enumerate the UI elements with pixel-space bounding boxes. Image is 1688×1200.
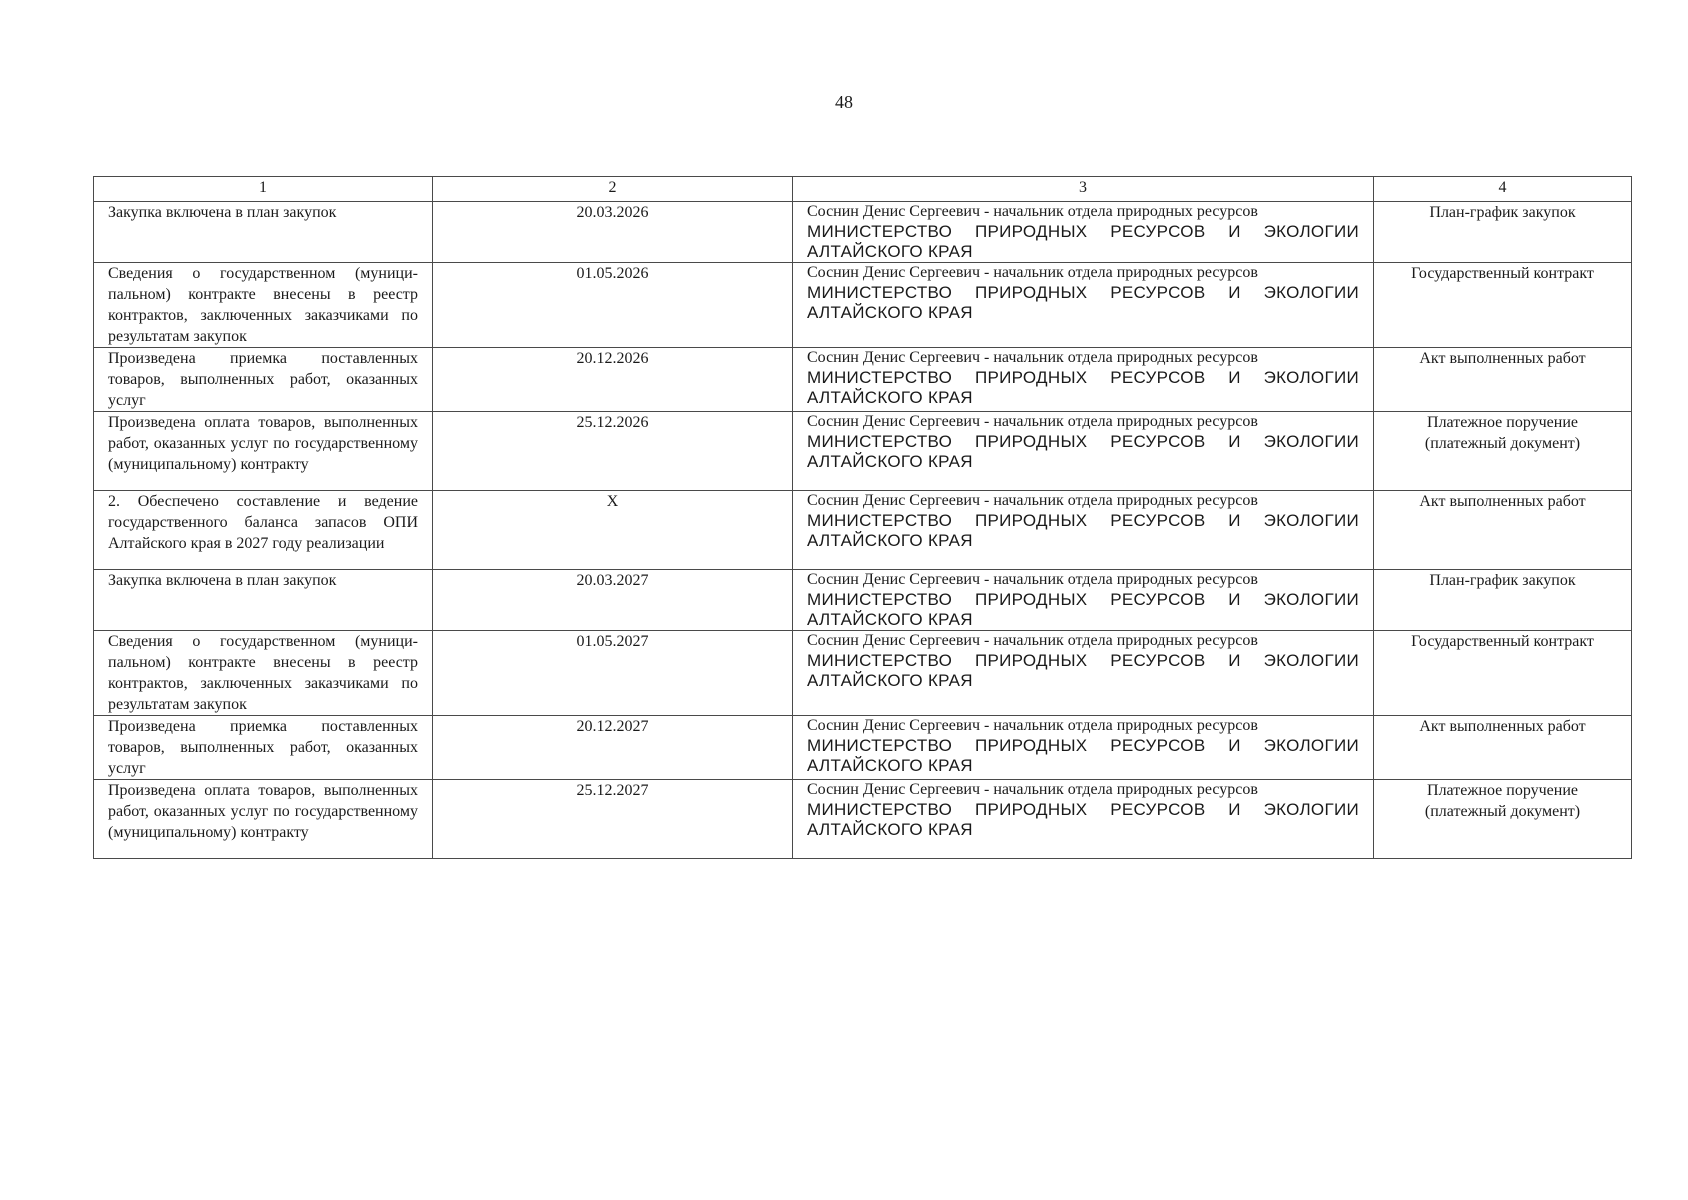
date-cell: 20.12.2026: [433, 348, 793, 412]
responsible-cell: [793, 570, 1374, 631]
responsible-name: Соснин Денис Сергеевич - начальник отдела природных ресурсов: [807, 571, 1258, 588]
event-cell: 2. Обеспечено составление и ведение государственного баланса запасов ОПИ Алтайского края в 2027 году реализации: [94, 491, 433, 570]
responsible-cell: [793, 412, 1374, 491]
event-cell: Закупка включена в план закупок: [94, 202, 433, 263]
responsible-org: МИНИСТЕРСТВО ПРИРОДНЫХ РЕСУРСОВ И ЭКОЛОГИИ АЛТАЙСКОГО КРАЯ: [807, 222, 1359, 261]
column-header-2: 2: [433, 177, 793, 202]
document-cell: Акт выполненных работ: [1374, 348, 1632, 412]
event-cell: Произведена оплата товаров, выполненных работ, оказанных услуг по государственному (муниципальному) контракту: [94, 780, 433, 859]
date-cell: 25.12.2027: [433, 780, 793, 859]
column-header-4: 4: [1374, 177, 1632, 202]
responsible-org: МИНИСТЕРСТВО ПРИРОДНЫХ РЕСУРСОВ И ЭКОЛОГИИ АЛТАЙСКОГО КРАЯ: [807, 368, 1359, 407]
event-cell: Произведена приемка поставленных товаров, выполненных работ, оказанных услуг: [94, 716, 433, 780]
responsible-name: Соснин Денис Сергеевич - начальник отдела природных ресурсов: [807, 492, 1258, 509]
event-cell: Сведения о государственном (муниципальном) контракте внесены в реестр контрактов, заключенных заказчиками по результатам закупок: [94, 263, 433, 348]
table-row: [94, 491, 1632, 570]
responsible-org: МИНИСТЕРСТВО ПРИРОДНЫХ РЕСУРСОВ И ЭКОЛОГИИ АЛТАЙСКОГО КРАЯ: [807, 800, 1359, 839]
table-row: [94, 631, 1632, 716]
table-row: [94, 348, 1632, 412]
responsible-cell: [793, 631, 1374, 716]
table-row: [94, 202, 1632, 263]
responsible-name: Соснин Денис Сергеевич - начальник отдела природных ресурсов: [807, 203, 1258, 220]
document-cell: Акт выполненных работ: [1374, 491, 1632, 570]
table-row: [94, 716, 1632, 780]
responsible-name: Соснин Денис Сергеевич - начальник отдела природных ресурсов: [807, 349, 1258, 366]
responsible-cell: [793, 716, 1374, 780]
table-header-row: [94, 177, 1632, 202]
date-cell: X: [433, 491, 793, 570]
responsible-cell: [793, 348, 1374, 412]
column-header-3: 3: [793, 177, 1374, 202]
date-cell: 01.05.2027: [433, 631, 793, 716]
responsible-org: МИНИСТЕРСТВО ПРИРОДНЫХ РЕСУРСОВ И ЭКОЛОГИИ АЛТАЙСКОГО КРАЯ: [807, 590, 1359, 629]
responsible-org: МИНИСТЕРСТВО ПРИРОДНЫХ РЕСУРСОВ И ЭКОЛОГИИ АЛТАЙСКОГО КРАЯ: [807, 283, 1359, 322]
document-cell: План-график закупок: [1374, 202, 1632, 263]
responsible-name: Соснин Денис Сергеевич - начальник отдела природных ресурсов: [807, 264, 1258, 281]
document-cell: План-график закупок: [1374, 570, 1632, 631]
column-header-1: 1: [94, 177, 433, 202]
responsible-name: Соснин Денис Сергеевич - начальник отдела природных ресурсов: [807, 717, 1258, 734]
date-cell: 20.12.2027: [433, 716, 793, 780]
responsible-org: МИНИСТЕРСТВО ПРИРОДНЫХ РЕСУРСОВ И ЭКОЛОГИИ АЛТАЙСКОГО КРАЯ: [807, 511, 1359, 550]
table-row: [94, 780, 1632, 859]
event-cell: Произведена приемка поставленных товаров, выполненных работ, оказанных услуг: [94, 348, 433, 412]
table-row: [94, 570, 1632, 631]
page-number: 48: [835, 92, 853, 112]
document-cell: Платежное поручение (платежный документ): [1374, 412, 1632, 491]
responsible-name: Соснин Денис Сергеевич - начальник отдела природных ресурсов: [807, 781, 1258, 798]
document-cell: Государственный контракт: [1374, 263, 1632, 348]
events-table: [93, 176, 1632, 859]
responsible-cell: [793, 780, 1374, 859]
date-cell: 25.12.2026: [433, 412, 793, 491]
responsible-name: Соснин Денис Сергеевич - начальник отдела природных ресурсов: [807, 632, 1258, 649]
event-cell: Произведена оплата товаров, выполненных работ, оказанных услуг по государственному (муниципальному) контракту: [94, 412, 433, 491]
responsible-org: МИНИСТЕРСТВО ПРИРОДНЫХ РЕСУРСОВ И ЭКОЛОГИИ АЛТАЙСКОГО КРАЯ: [807, 736, 1359, 775]
document-cell: Платежное поручение (платежный документ): [1374, 780, 1632, 859]
event-cell: Сведения о государственном (муниципальном) контракте внесены в реестр контрактов, заключенных заказчиками по результатам закупок: [94, 631, 433, 716]
date-cell: 20.03.2026: [433, 202, 793, 263]
document-cell: Акт выполненных работ: [1374, 716, 1632, 780]
responsible-cell: [793, 202, 1374, 263]
responsible-org: МИНИСТЕРСТВО ПРИРОДНЫХ РЕСУРСОВ И ЭКОЛОГИИ АЛТАЙСКОГО КРАЯ: [807, 651, 1359, 690]
table-row: [94, 263, 1632, 348]
responsible-org: МИНИСТЕРСТВО ПРИРОДНЫХ РЕСУРСОВ И ЭКОЛОГИИ АЛТАЙСКОГО КРАЯ: [807, 432, 1359, 471]
document-cell: Государственный контракт: [1374, 631, 1632, 716]
event-cell: Закупка включена в план закупок: [94, 570, 433, 631]
date-cell: 20.03.2027: [433, 570, 793, 631]
responsible-cell: [793, 263, 1374, 348]
responsible-cell: [793, 491, 1374, 570]
date-cell: 01.05.2026: [433, 263, 793, 348]
table-row: [94, 412, 1632, 491]
responsible-name: Соснин Денис Сергеевич - начальник отдела природных ресурсов: [807, 413, 1258, 430]
